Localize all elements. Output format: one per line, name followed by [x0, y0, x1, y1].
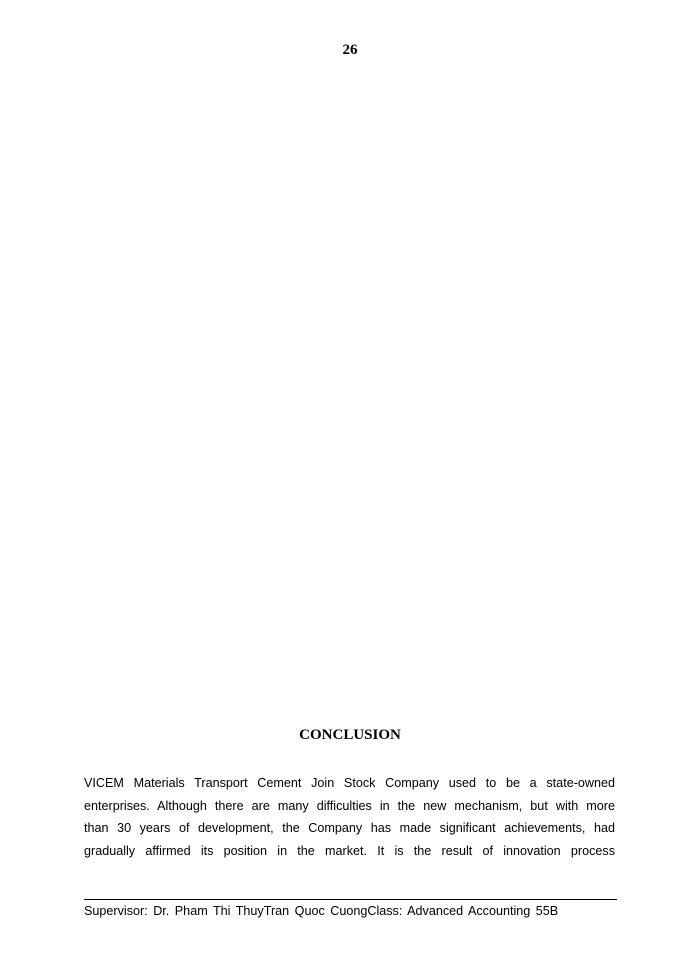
body-line: VICEM Materials Transport Cement Join Stock Company used to be a state-owned: [84, 776, 615, 790]
body-line: gradually affirmed its position in the market. It is the result of innovation process: [84, 843, 615, 858]
body-line: enterprises. Although there are many difficulties in the new mechanism, but with more: [84, 798, 615, 813]
footer-text: Supervisor: Dr. Pham Thi ThuyTran Quoc CuongClass: Advanced Accounting 55B: [84, 904, 559, 918]
page-number: 26: [342, 42, 358, 58]
section-title: CONCLUSION: [299, 727, 401, 743]
body-paragraph: [84, 772, 615, 862]
body-line: than 30 years of development, the Company has made significant achievements, had: [84, 821, 615, 836]
footer-divider: [84, 899, 617, 900]
